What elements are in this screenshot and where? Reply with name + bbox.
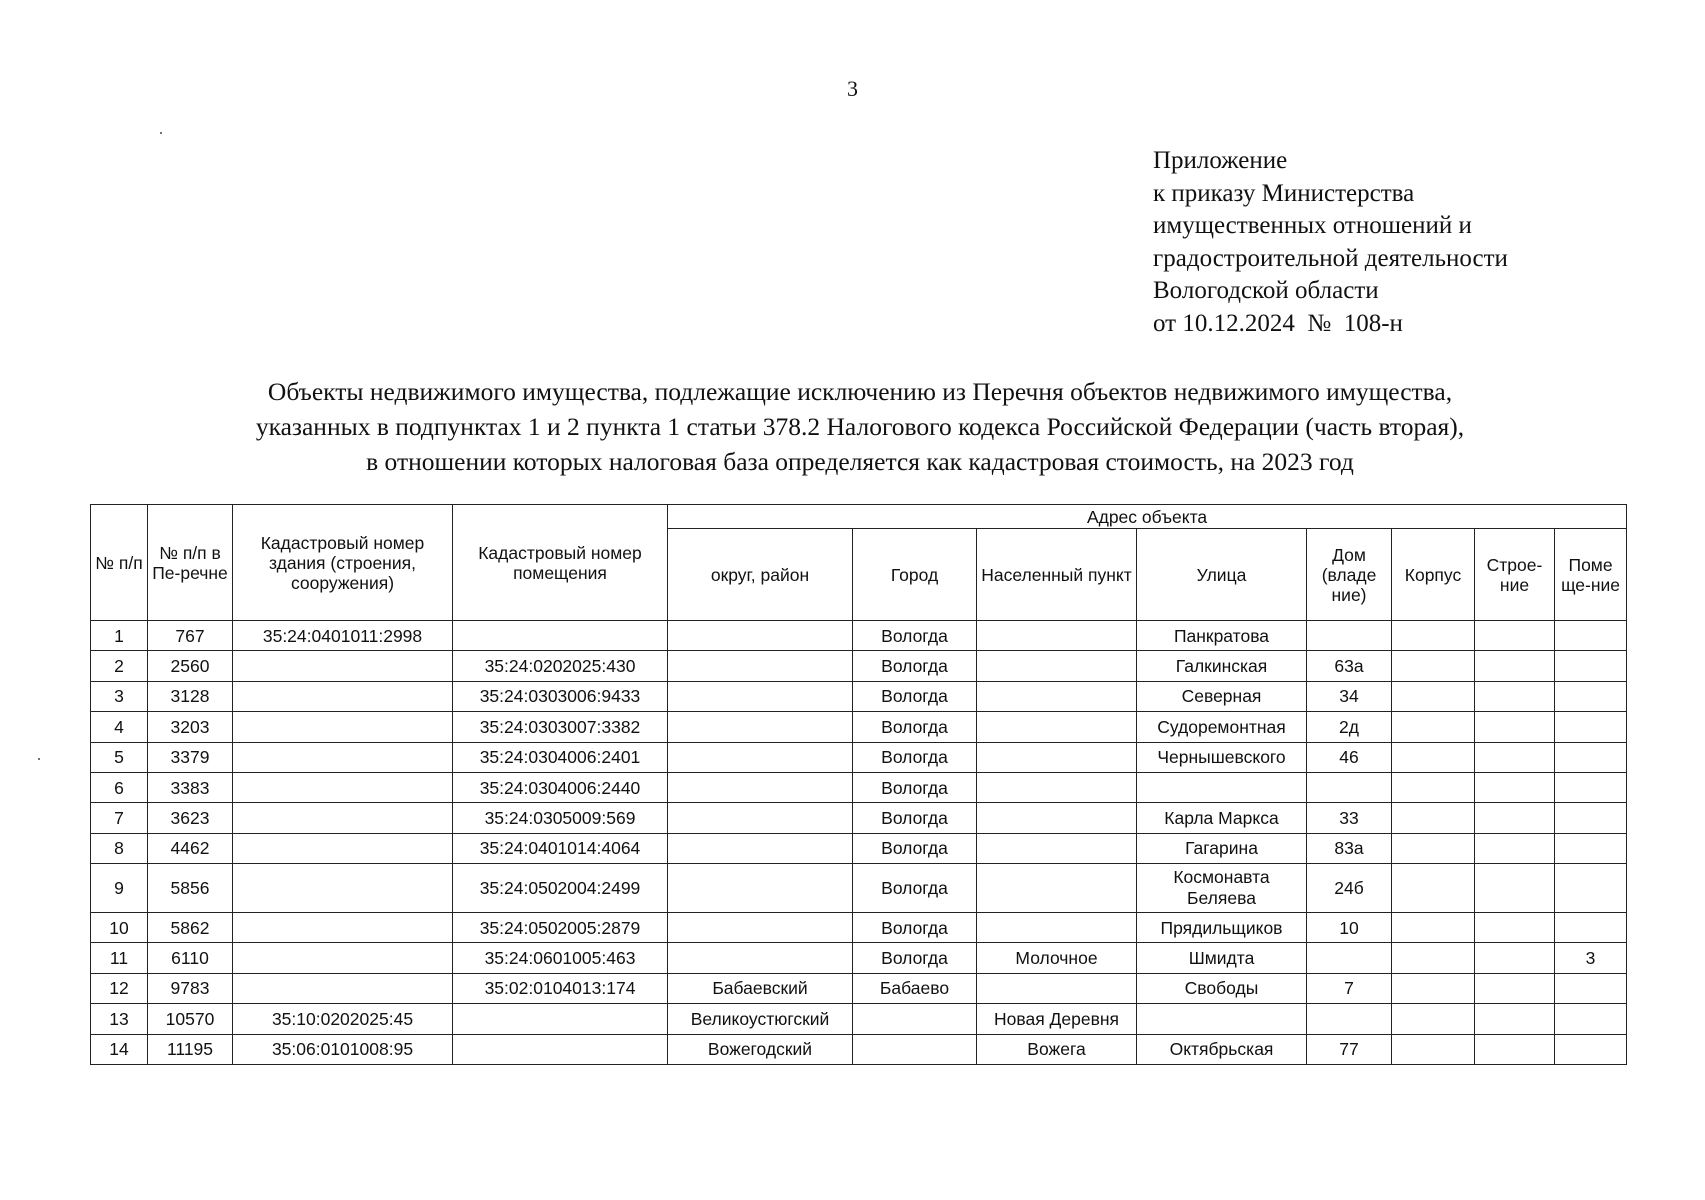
cell-building xyxy=(1475,973,1555,1003)
cell-cadastral-building xyxy=(233,973,453,1003)
cell-district xyxy=(668,681,853,711)
cell-korpus xyxy=(1392,651,1475,681)
cell-cadastral-room: 35:24:0502005:2879 xyxy=(453,912,668,942)
approval-line: к приказу Министерства xyxy=(1153,179,1415,207)
cell-settlement xyxy=(977,864,1137,913)
cell-list-num: 5856 xyxy=(148,864,233,913)
cell-house: 2д xyxy=(1307,712,1392,742)
cell-cadastral-room: 35:24:0202025:430 xyxy=(453,651,668,681)
cell-list-num: 3379 xyxy=(148,742,233,772)
cell-cadastral-building xyxy=(233,833,453,863)
cell-list-num: 767 xyxy=(148,621,233,651)
cell-house: 24б xyxy=(1307,864,1392,913)
cell-korpus xyxy=(1392,712,1475,742)
cell-list-num: 3623 xyxy=(148,803,233,833)
cell-korpus xyxy=(1392,973,1475,1003)
cell-house: 63а xyxy=(1307,651,1392,681)
cell-building xyxy=(1475,621,1555,651)
cell-street: Панкратова xyxy=(1137,621,1307,651)
cell-room xyxy=(1555,621,1627,651)
cell-num: 7 xyxy=(91,803,148,833)
cell-list-num: 9783 xyxy=(148,973,233,1003)
cell-settlement xyxy=(977,833,1137,863)
approval-block xyxy=(1153,145,1508,340)
cell-num: 6 xyxy=(91,772,148,802)
cell-city xyxy=(853,1034,977,1064)
cell-city: Вологда xyxy=(853,621,977,651)
cell-room xyxy=(1555,651,1627,681)
cell-building xyxy=(1475,742,1555,772)
cell-district xyxy=(668,912,853,942)
cell-building xyxy=(1475,681,1555,711)
table-row xyxy=(91,1004,1627,1034)
cell-korpus xyxy=(1392,864,1475,913)
cell-settlement xyxy=(977,803,1137,833)
cell-room xyxy=(1555,772,1627,802)
cell-num: 5 xyxy=(91,742,148,772)
cell-house: 33 xyxy=(1307,803,1392,833)
header-house: Дом (владе ние) xyxy=(1307,529,1392,621)
cell-district xyxy=(668,803,853,833)
cell-street: Космонавта Беляева xyxy=(1137,864,1307,913)
table-row xyxy=(91,651,1627,681)
cell-street: Прядильщиков xyxy=(1137,912,1307,942)
cell-cadastral-room: 35:24:0303007:3382 xyxy=(453,712,668,742)
cell-room xyxy=(1555,973,1627,1003)
cell-house: 7 xyxy=(1307,973,1392,1003)
table-row xyxy=(91,772,1627,802)
cell-room xyxy=(1555,1034,1627,1064)
cell-district: Великоустюгский xyxy=(668,1004,853,1034)
table-row xyxy=(91,712,1627,742)
cell-cadastral-room xyxy=(453,1004,668,1034)
cell-district: Бабаевский xyxy=(668,973,853,1003)
cell-cadastral-building xyxy=(233,651,453,681)
cell-num: 13 xyxy=(91,1004,148,1034)
header-korpus: Корпус xyxy=(1392,529,1475,621)
cell-settlement xyxy=(977,742,1137,772)
cell-cadastral-room: 35:24:0401014:4064 xyxy=(453,833,668,863)
cell-cadastral-building xyxy=(233,772,453,802)
table-row xyxy=(91,803,1627,833)
cell-list-num: 2560 xyxy=(148,651,233,681)
cell-settlement xyxy=(977,973,1137,1003)
cell-building xyxy=(1475,833,1555,863)
table-row xyxy=(91,742,1627,772)
cell-building xyxy=(1475,651,1555,681)
cell-korpus xyxy=(1392,1004,1475,1034)
cell-district xyxy=(668,712,853,742)
cell-street: Галкинская xyxy=(1137,651,1307,681)
header-num: № п/п xyxy=(91,505,148,621)
cell-korpus xyxy=(1392,742,1475,772)
cell-room xyxy=(1555,742,1627,772)
cell-settlement xyxy=(977,681,1137,711)
cell-city: Вологда xyxy=(853,943,977,973)
cell-district xyxy=(668,943,853,973)
table-row xyxy=(91,973,1627,1003)
header-room: Поме ще-ние xyxy=(1555,529,1627,621)
cell-street: Октябрьская xyxy=(1137,1034,1307,1064)
cell-cadastral-building xyxy=(233,681,453,711)
cell-room: 3 xyxy=(1555,943,1627,973)
document-title xyxy=(0,374,1705,479)
cell-street: Свободы xyxy=(1137,973,1307,1003)
cell-korpus xyxy=(1392,912,1475,942)
cell-cadastral-room: 35:24:0601005:463 xyxy=(453,943,668,973)
cell-room xyxy=(1555,803,1627,833)
approval-line: градостроительной деятельности xyxy=(1153,244,1508,272)
cell-room xyxy=(1555,681,1627,711)
cell-korpus xyxy=(1392,943,1475,973)
title-line: Объекты недвижимого имущества, подлежащие исключению из Перечня объектов недвижимого имущества, xyxy=(267,377,1453,406)
cell-house xyxy=(1307,621,1392,651)
approval-line: имущественных отношений и xyxy=(1153,212,1472,239)
cell-house: 34 xyxy=(1307,681,1392,711)
cell-city: Вологда xyxy=(853,742,977,772)
cell-city xyxy=(853,1004,977,1034)
cell-district xyxy=(668,833,853,863)
table-row xyxy=(91,912,1627,942)
header-city: Город xyxy=(853,529,977,621)
scan-artifact-dot xyxy=(160,132,162,134)
cell-list-num: 3128 xyxy=(148,681,233,711)
cell-cadastral-room: 35:24:0502004:2499 xyxy=(453,864,668,913)
cell-city: Вологда xyxy=(853,833,977,863)
cell-settlement: Новая Деревня xyxy=(977,1004,1137,1034)
cell-settlement xyxy=(977,651,1137,681)
cell-building xyxy=(1475,864,1555,913)
cell-street: Шмидта xyxy=(1137,943,1307,973)
cell-building xyxy=(1475,712,1555,742)
cell-house xyxy=(1307,943,1392,973)
cell-house: 46 xyxy=(1307,742,1392,772)
cell-list-num: 3203 xyxy=(148,712,233,742)
cell-city: Вологда xyxy=(853,651,977,681)
cell-district xyxy=(668,772,853,802)
cell-num: 11 xyxy=(91,943,148,973)
table-row xyxy=(91,864,1627,913)
cell-room xyxy=(1555,712,1627,742)
title-line: в отношении которых налоговая база определяется как кадастровая стоимость, на 2023 год xyxy=(366,447,1354,476)
header-street: Улица xyxy=(1137,529,1307,621)
cell-num: 1 xyxy=(91,621,148,651)
approval-line: Приложение xyxy=(1153,147,1288,174)
cell-city: Вологда xyxy=(853,803,977,833)
table-body xyxy=(91,621,1627,1065)
cell-num: 12 xyxy=(91,973,148,1003)
cell-korpus xyxy=(1392,803,1475,833)
cell-cadastral-building xyxy=(233,912,453,942)
header-building: Строе-ние xyxy=(1475,529,1555,621)
cell-building xyxy=(1475,772,1555,802)
cell-cadastral-building xyxy=(233,742,453,772)
cell-list-num: 4462 xyxy=(148,833,233,863)
cell-num: 4 xyxy=(91,712,148,742)
cell-cadastral-building xyxy=(233,864,453,913)
cell-room xyxy=(1555,912,1627,942)
title-line: указанных в подпунктах 1 и 2 пункта 1 статьи 378.2 Налогового кодекса Российской Федерации (часть вторая), xyxy=(255,412,1465,441)
table-row xyxy=(91,681,1627,711)
cell-street: Карла Маркса xyxy=(1137,803,1307,833)
cell-korpus xyxy=(1392,772,1475,802)
cell-street: Северная xyxy=(1137,681,1307,711)
cell-num: 3 xyxy=(91,681,148,711)
cell-city: Вологда xyxy=(853,864,977,913)
cell-room xyxy=(1555,864,1627,913)
cell-list-num: 6110 xyxy=(148,943,233,973)
cell-num: 14 xyxy=(91,1034,148,1064)
cell-list-num: 10570 xyxy=(148,1004,233,1034)
header-cadastral-building: Кадастровый номер здания (строения, сооружения) xyxy=(233,505,453,621)
cell-cadastral-room xyxy=(453,621,668,651)
cell-room xyxy=(1555,833,1627,863)
cell-settlement: Молочное xyxy=(977,943,1137,973)
cell-building xyxy=(1475,912,1555,942)
cell-building xyxy=(1475,943,1555,973)
cell-city: Бабаево xyxy=(853,973,977,1003)
cell-street: Чернышевского xyxy=(1137,742,1307,772)
cell-cadastral-building xyxy=(233,712,453,742)
cell-cadastral-building: 35:06:0101008:95 xyxy=(233,1034,453,1064)
cell-house: 77 xyxy=(1307,1034,1392,1064)
cell-settlement xyxy=(977,772,1137,802)
cell-district: Вожегодский xyxy=(668,1034,853,1064)
cell-street: Гагарина xyxy=(1137,833,1307,863)
cell-settlement: Вожега xyxy=(977,1034,1137,1064)
cell-korpus xyxy=(1392,1034,1475,1064)
cell-cadastral-room: 35:24:0304006:2440 xyxy=(453,772,668,802)
cell-korpus xyxy=(1392,621,1475,651)
header-address-group: Адрес объекта xyxy=(668,505,1627,529)
cell-list-num: 11195 xyxy=(148,1034,233,1064)
cell-house: 83а xyxy=(1307,833,1392,863)
header-cadastral-room: Кадастровый номер помещения xyxy=(453,505,668,621)
scan-artifact-dot xyxy=(38,758,40,760)
cell-list-num: 5862 xyxy=(148,912,233,942)
cell-cadastral-room: 35:24:0304006:2401 xyxy=(453,742,668,772)
cell-num: 9 xyxy=(91,864,148,913)
cell-district xyxy=(668,621,853,651)
cell-cadastral-room: 35:24:0305009:569 xyxy=(453,803,668,833)
table-row xyxy=(91,943,1627,973)
page-number: 3 xyxy=(847,76,858,101)
header-list-num: № п/п в Пе-речне xyxy=(148,505,233,621)
cell-street xyxy=(1137,1004,1307,1034)
cell-cadastral-building xyxy=(233,803,453,833)
cell-cadastral-room xyxy=(453,1034,668,1064)
cell-city: Вологда xyxy=(853,912,977,942)
cell-district xyxy=(668,864,853,913)
approval-order-line: от 10.12.2024 № 108-н xyxy=(1153,309,1403,337)
cell-street: Судоремонтная xyxy=(1137,712,1307,742)
cell-settlement xyxy=(977,621,1137,651)
cell-building xyxy=(1475,1004,1555,1034)
cell-street xyxy=(1137,772,1307,802)
cell-house xyxy=(1307,772,1392,802)
header-settlement: Населенный пункт xyxy=(977,529,1137,621)
cell-house xyxy=(1307,1004,1392,1034)
cell-cadastral-building xyxy=(233,943,453,973)
cell-korpus xyxy=(1392,681,1475,711)
header-district: округ, район xyxy=(668,529,853,621)
cell-house: 10 xyxy=(1307,912,1392,942)
cell-room xyxy=(1555,1004,1627,1034)
cell-city: Вологда xyxy=(853,772,977,802)
cell-korpus xyxy=(1392,833,1475,863)
cell-building xyxy=(1475,1034,1555,1064)
table-row xyxy=(91,1034,1627,1064)
cell-cadastral-room: 35:02:0104013:174 xyxy=(453,973,668,1003)
cell-district xyxy=(668,742,853,772)
cell-settlement xyxy=(977,712,1137,742)
approval-line: Вологодской области xyxy=(1153,277,1379,304)
cell-building xyxy=(1475,803,1555,833)
cell-cadastral-building: 35:10:0202025:45 xyxy=(233,1004,453,1034)
cell-num: 2 xyxy=(91,651,148,681)
cell-num: 10 xyxy=(91,912,148,942)
cell-list-num: 3383 xyxy=(148,772,233,802)
objects-table xyxy=(90,504,1627,1065)
cell-cadastral-building: 35:24:0401011:2998 xyxy=(233,621,453,651)
cell-district xyxy=(668,651,853,681)
table-row xyxy=(91,833,1627,863)
cell-city: Вологда xyxy=(853,712,977,742)
cell-settlement xyxy=(977,912,1137,942)
cell-city: Вологда xyxy=(853,681,977,711)
cell-cadastral-room: 35:24:0303006:9433 xyxy=(453,681,668,711)
cell-num: 8 xyxy=(91,833,148,863)
table-row xyxy=(91,621,1627,651)
